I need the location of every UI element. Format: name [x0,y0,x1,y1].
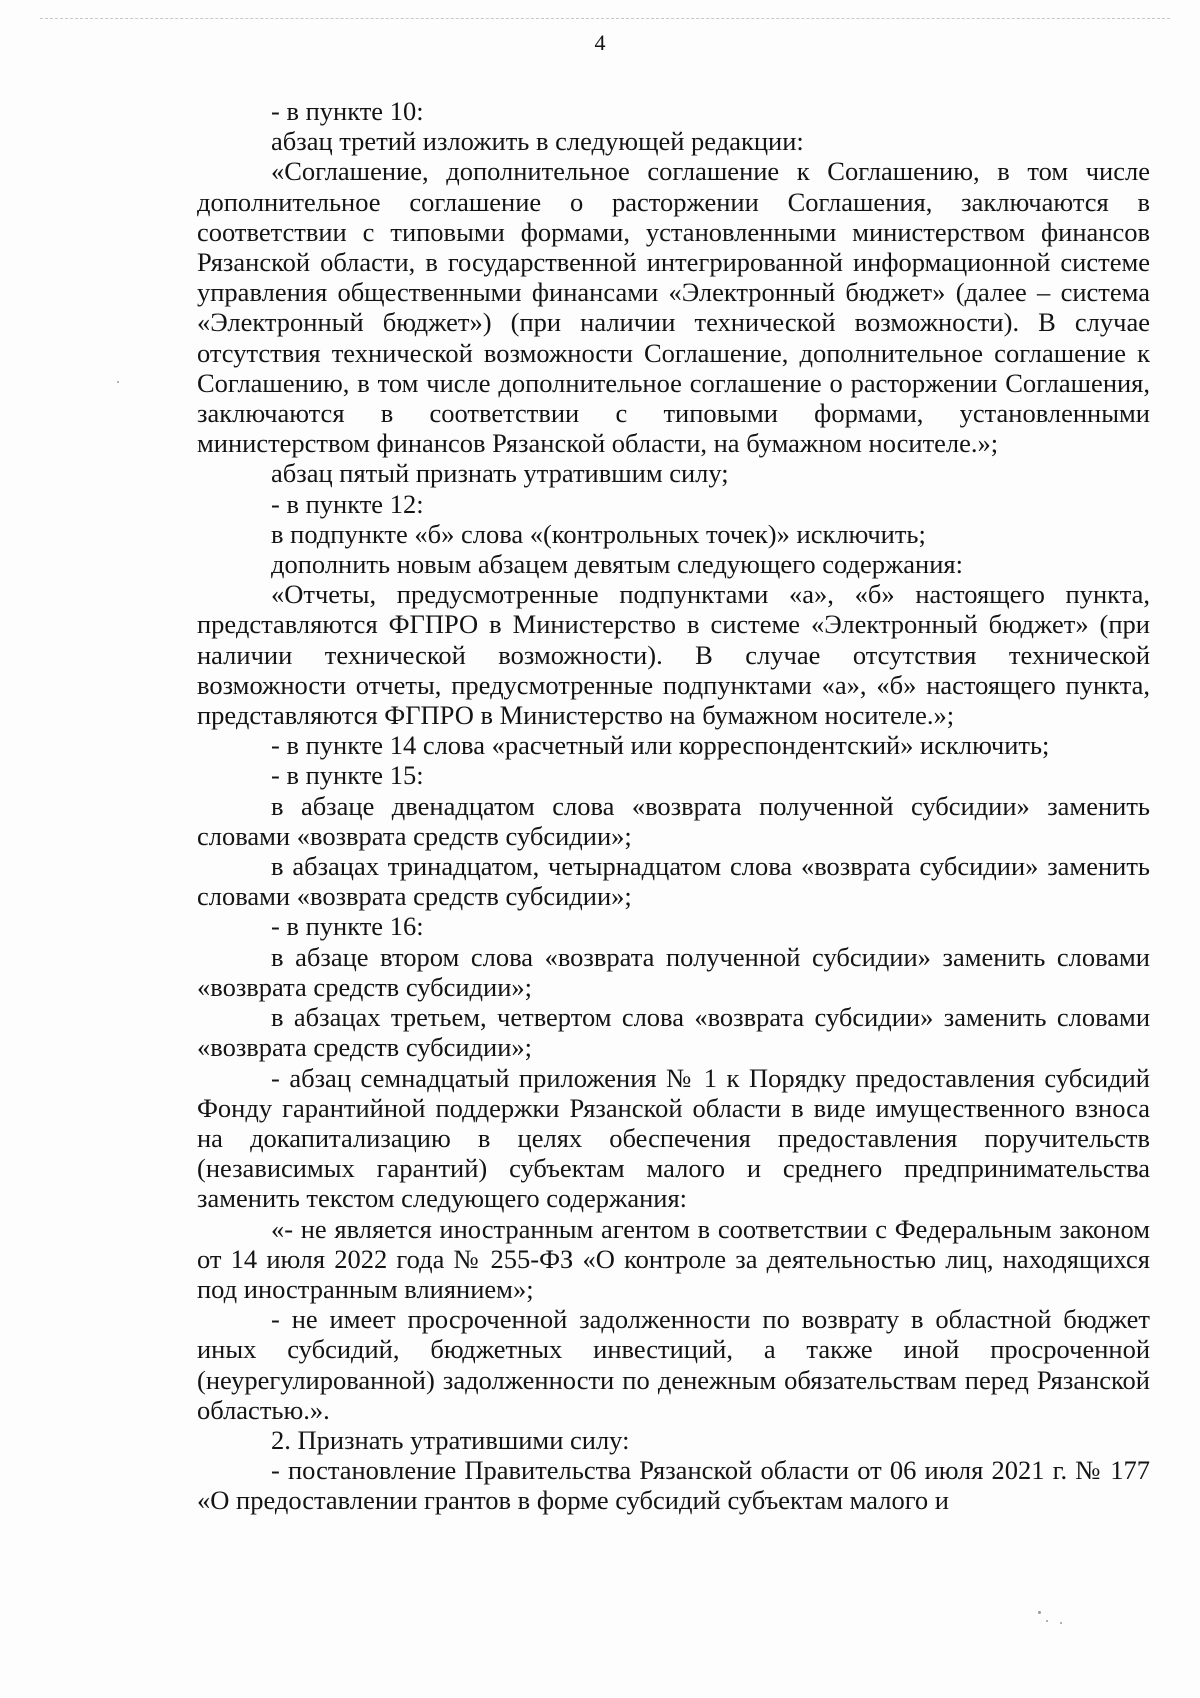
document-body [197,96,1150,1516]
scan-speck [1038,1611,1041,1614]
paragraph: в абзацах тринадцатом, четырнадцатом слова «возврата субсидии» заменить словами «возврата средств субсидии»; [197,851,1150,912]
paragraph: - в пункте 16: [271,911,424,942]
paragraph: в абзацах третьем, четвертом слова «возврата субсидии» заменить словами «возврата средств субсидии»; [197,1002,1150,1063]
paragraph: - в пункте 10: [271,96,424,126]
paragraph: - в пункте 14 слова «расчетный или корреспондентский» исключить; [271,730,1050,761]
paragraph: «Соглашение, дополнительное соглашение к Соглашению, в том числе дополнительное соглашение о расторжении Соглашения, заключаются в соответствии с типовыми формами, установленными министерством финансов Рязанской области, в государственной интегрированной информационной системе управления общественными финансами «Электронный бюджет» (далее – система «Электронный бюджет») (при наличии технической возможности). В случае отсутствия технической возможности Соглашение, дополнительное соглашение к Соглашению, в том числе дополнительное соглашение о расторжении Соглашения, заключаются в соответствии с типовыми формами, установленными министерством финансов Рязанской области, на бумажном носителе.»; [197,156,1150,459]
paragraph: «Отчеты, предусмотренные подпунктами «а», «б» настоящего пункта, представляются ФГПРО в Министерство в системе «Электронный бюджет» (при наличии технической возможности). В случае отсутствия технической возможности отчеты, предусмотренные подпунктами «а», «б» настоящего пункта, представляются ФГПРО в Министерство на бумажном носителе.»; [197,579,1150,731]
paragraph: в подпункте «б» слова «(контрольных точек)» исключить; [271,518,926,549]
paragraph: «- не является иностранным агентом в соответствии с Федеральным законом от 14 июля 2022 года № 255-ФЗ «О контроле за деятельностью лиц, находящихся под иностранным влиянием»; [197,1213,1150,1304]
paragraph: - в пункте 15: [271,760,424,791]
paragraph: в абзаце двенадцатом слова «возврата полученной субсидии» заменить словами «возврата средств субсидии»; [197,790,1150,851]
paragraph: - в пункте 12: [271,488,424,519]
paragraph: абзац пятый признать утратившим силу; [271,458,729,489]
paragraph: 2. Признать утратившими силу: [271,1424,630,1455]
scan-speck [117,381,119,383]
paragraph: - постановление Правительства Рязанской области от 06 июля 2021 г. № 177 «О предоставлении грантов в форме субсидий субъектам малого и [197,1455,1150,1516]
paragraph: абзац третий изложить в следующей редакции: [271,126,804,157]
paragraph: в абзаце втором слова «возврата полученной субсидии» заменить словами «возврата средств субсидии»; [197,941,1150,1002]
scan-speck [1046,1620,1048,1622]
paragraph: - абзац семнадцатый приложения № 1 к Порядку предоставления субсидий Фонду гарантийной поддержки Рязанской области в виде имущественного взноса на докапитализацию в целях обеспечения предоставления поручительств (независимых гарантий) субъектам малого и среднего предпринимательства заменить текстом следующего содержания: [197,1062,1150,1214]
page-number: 4 [594,30,606,55]
scan-edge-line [40,18,1170,19]
scan-speck [1060,1622,1062,1624]
paragraph: дополнить новым абзацем девятым следующего содержания: [271,549,963,580]
paragraph: - не имеет просроченной задолженности по возврату в областной бюджет иных субсидий, бюджетных инвестиций, а также иной просроченной (неурегулированной) задолженности по денежным обязательствам перед Рязанской областью.». [197,1304,1150,1425]
